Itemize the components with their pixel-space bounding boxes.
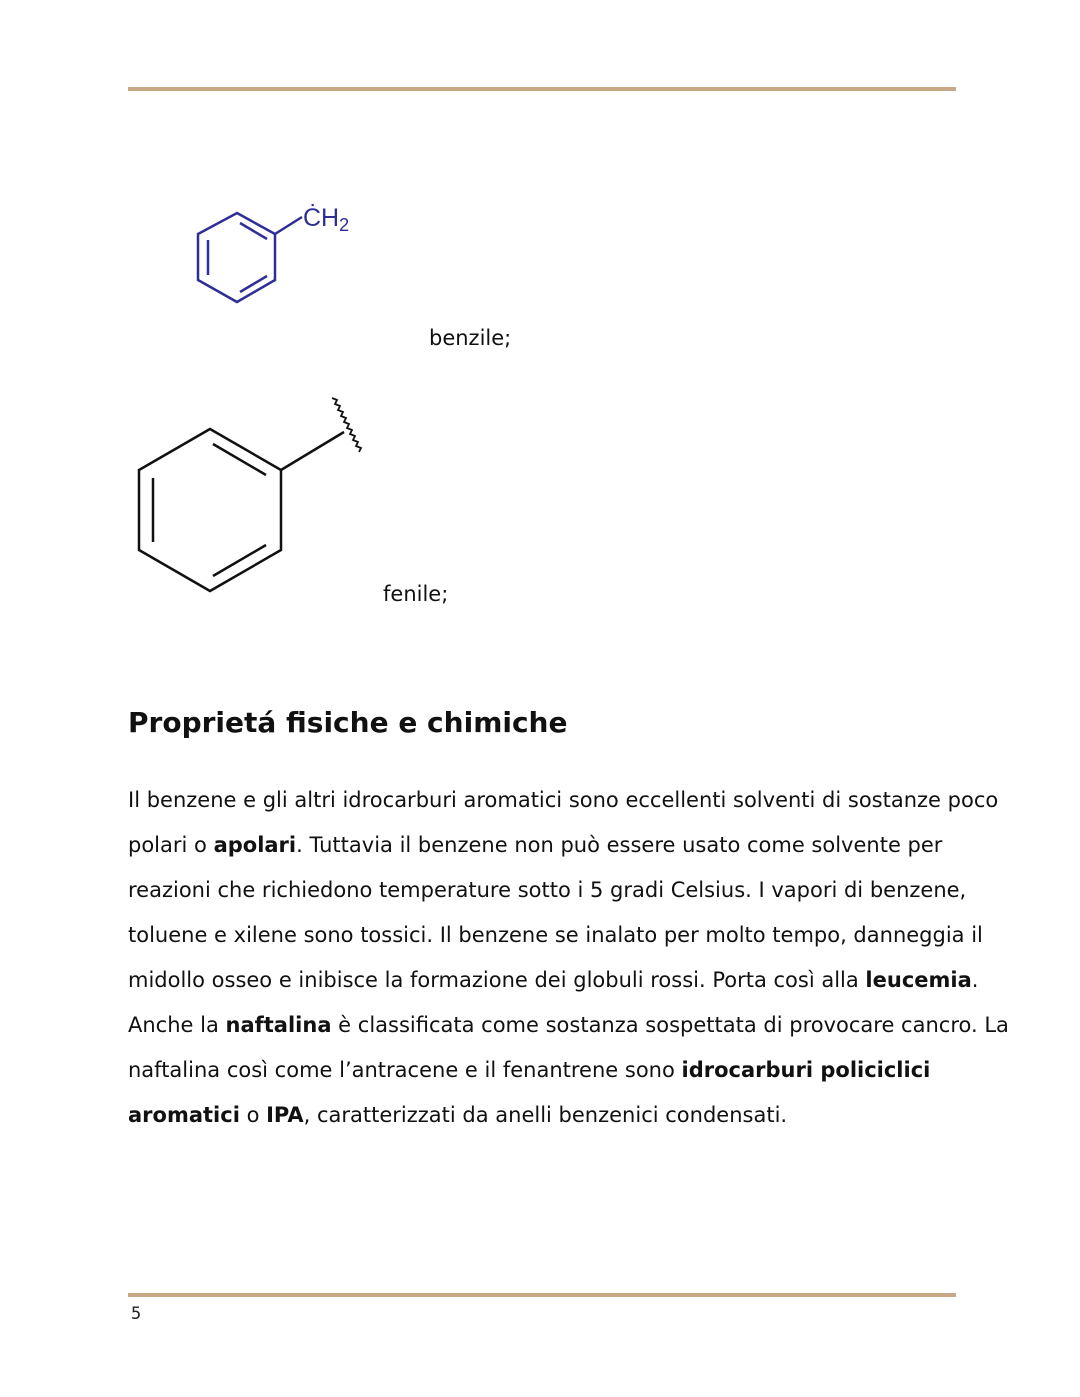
text-span: o bbox=[239, 1103, 267, 1127]
text-span: midollo osseo e inibisce la formazione dei globuli rossi. Porta così alla bbox=[128, 968, 866, 992]
paragraph-line bbox=[128, 1003, 1009, 1048]
text-span: , caratterizzati da anelli benzenici condensati. bbox=[303, 1103, 788, 1127]
chemical-structures bbox=[0, 0, 1080, 640]
paragraph-line bbox=[128, 1048, 968, 1093]
text-span: polari o bbox=[128, 833, 214, 857]
paragraph-line bbox=[128, 823, 968, 868]
text-span: è classificata come sostanza sospettata di provocare cancro. La bbox=[331, 1013, 1009, 1037]
footer-rule bbox=[128, 1293, 956, 1297]
bold-term: apolari bbox=[213, 833, 297, 857]
bold-term: naftalina bbox=[225, 1013, 332, 1037]
text-span: toluene e xilene sono tossici. Il benzene se inalato per molto tempo, danneggia il bbox=[128, 923, 983, 947]
paragraph-line bbox=[128, 778, 999, 823]
text-span: . bbox=[971, 968, 979, 992]
wavy-bond-icon bbox=[332, 398, 361, 452]
paragraph-line bbox=[128, 958, 979, 1003]
bold-term: aromatici bbox=[128, 1103, 240, 1127]
paragraph-line bbox=[128, 868, 968, 913]
benzyl-formula: $ĊH_2$ bbox=[303, 204, 350, 235]
text-span: Il benzene e gli altri idrocarburi aromatici sono eccellenti solventi di sostanze poco bbox=[128, 788, 999, 812]
benzyl-label: benzile; bbox=[429, 326, 512, 350]
page-number: 5 bbox=[131, 1304, 142, 1324]
text-span: naftalina così come l’antracene e il fenantrene sono bbox=[128, 1058, 682, 1082]
bold-term: idrocarburi policiclici bbox=[681, 1058, 931, 1082]
phenyl-structure bbox=[139, 398, 361, 591]
paragraph-line bbox=[128, 913, 983, 958]
benzyl-structure bbox=[198, 213, 302, 302]
section-heading: Proprietá fisiche e chimiche bbox=[128, 706, 568, 739]
section-paragraph bbox=[128, 778, 1009, 1138]
phenyl-label: fenile; bbox=[383, 582, 449, 606]
text-span: reazioni che richiedono temperature sotto i 5 gradi Celsius. I vapori di benzene, bbox=[128, 878, 967, 902]
bold-term: leucemia bbox=[865, 968, 972, 992]
paragraph-line bbox=[128, 1093, 968, 1138]
text-span: . Tuttavia il benzene non può essere usato come solvente per bbox=[296, 833, 943, 857]
text-span: Anche la bbox=[128, 1013, 226, 1037]
bold-term: IPA bbox=[266, 1103, 304, 1127]
